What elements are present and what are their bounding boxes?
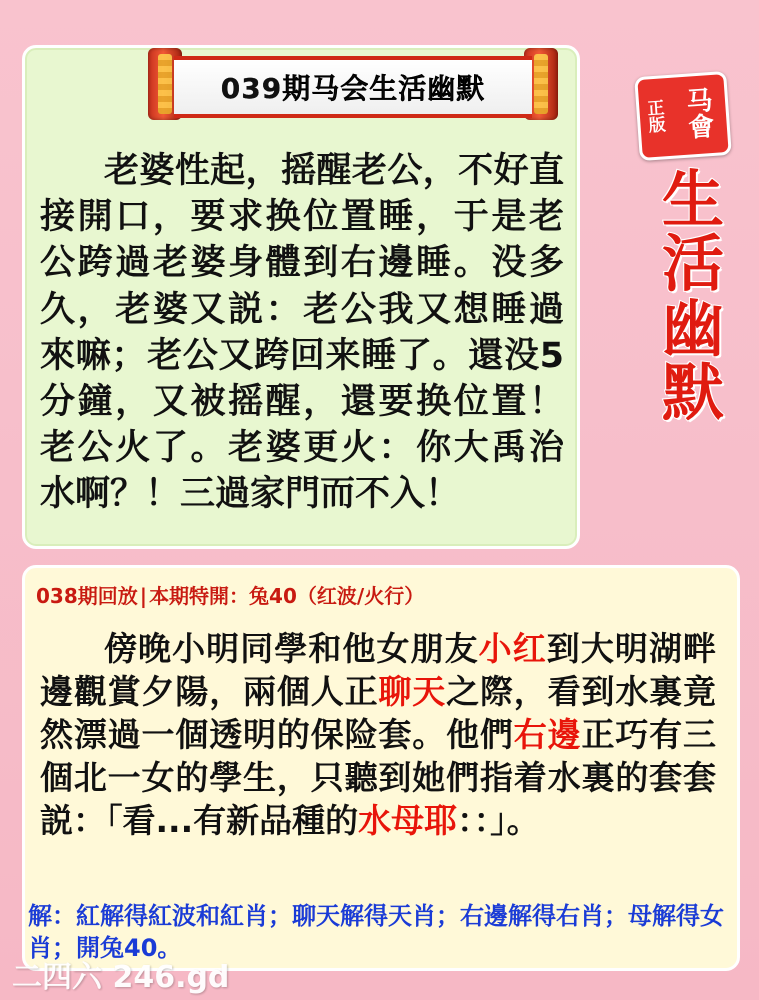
banner-title: 039期马会生活幽默 — [220, 72, 486, 105]
official-stamp — [634, 71, 732, 161]
title-banner — [148, 48, 558, 120]
story-part-6: 正巧有三個北一女的學生，只聽到她們指着水裏的套套説：「看...有新品種的 — [40, 714, 717, 840]
answer-text: 解：紅解得紅波和紅肖；聊天解得天肖；右邊解得右肖；母解得女肖；開兔40。 — [28, 902, 724, 963]
recap-header — [36, 580, 596, 609]
story-part-1: 小红 — [478, 629, 547, 668]
vertical-title-char-0: 生 — [661, 163, 724, 236]
recap-separator: | — [139, 584, 148, 608]
stamp-line2: 马會 — [685, 85, 716, 144]
story-part-3: 聊天 — [378, 671, 447, 711]
recap-prefix: 038期回放 — [36, 584, 138, 608]
vertical-title — [645, 163, 741, 430]
stamp-line1: 正版 — [646, 98, 667, 137]
joke-text: 老婆性起，摇醒老公，不好直接開口，要求换位置睡，于是老公跨過老婆身體到右邊睡。没多久，老婆又説：老公我又想睡過來嘛；老公又跨回来睡了。還没5分鐘，又被摇醒，還要换位置！老公火了。老婆更火：你大禹治水啊？！三過家門而不入！ — [40, 151, 564, 515]
vertical-title-char-1: 活 — [661, 227, 724, 301]
story-part-0: 傍晚小明同學和他女朋友 — [104, 629, 479, 668]
site-watermark: 二四六 246.gd — [12, 960, 230, 995]
story-part-5: 右邊 — [513, 714, 582, 754]
vertical-title-char-3: 默 — [661, 356, 724, 430]
story-part-7: 水母耶 — [358, 800, 458, 840]
story-part-8: ：：」。 — [457, 800, 540, 840]
story-part-4: 之際，看到水裏竟然漂過一個透明的保险套。他們 — [40, 671, 717, 754]
vertical-title-char-2: 幽 — [661, 291, 724, 365]
recap-body: 本期特開：兔40（红波/火行） — [149, 584, 425, 608]
story-part-2: 到大明湖畔邊觀賞夕陽，兩個人正 — [40, 629, 717, 711]
title-plate — [174, 56, 532, 118]
story-text — [40, 628, 716, 842]
